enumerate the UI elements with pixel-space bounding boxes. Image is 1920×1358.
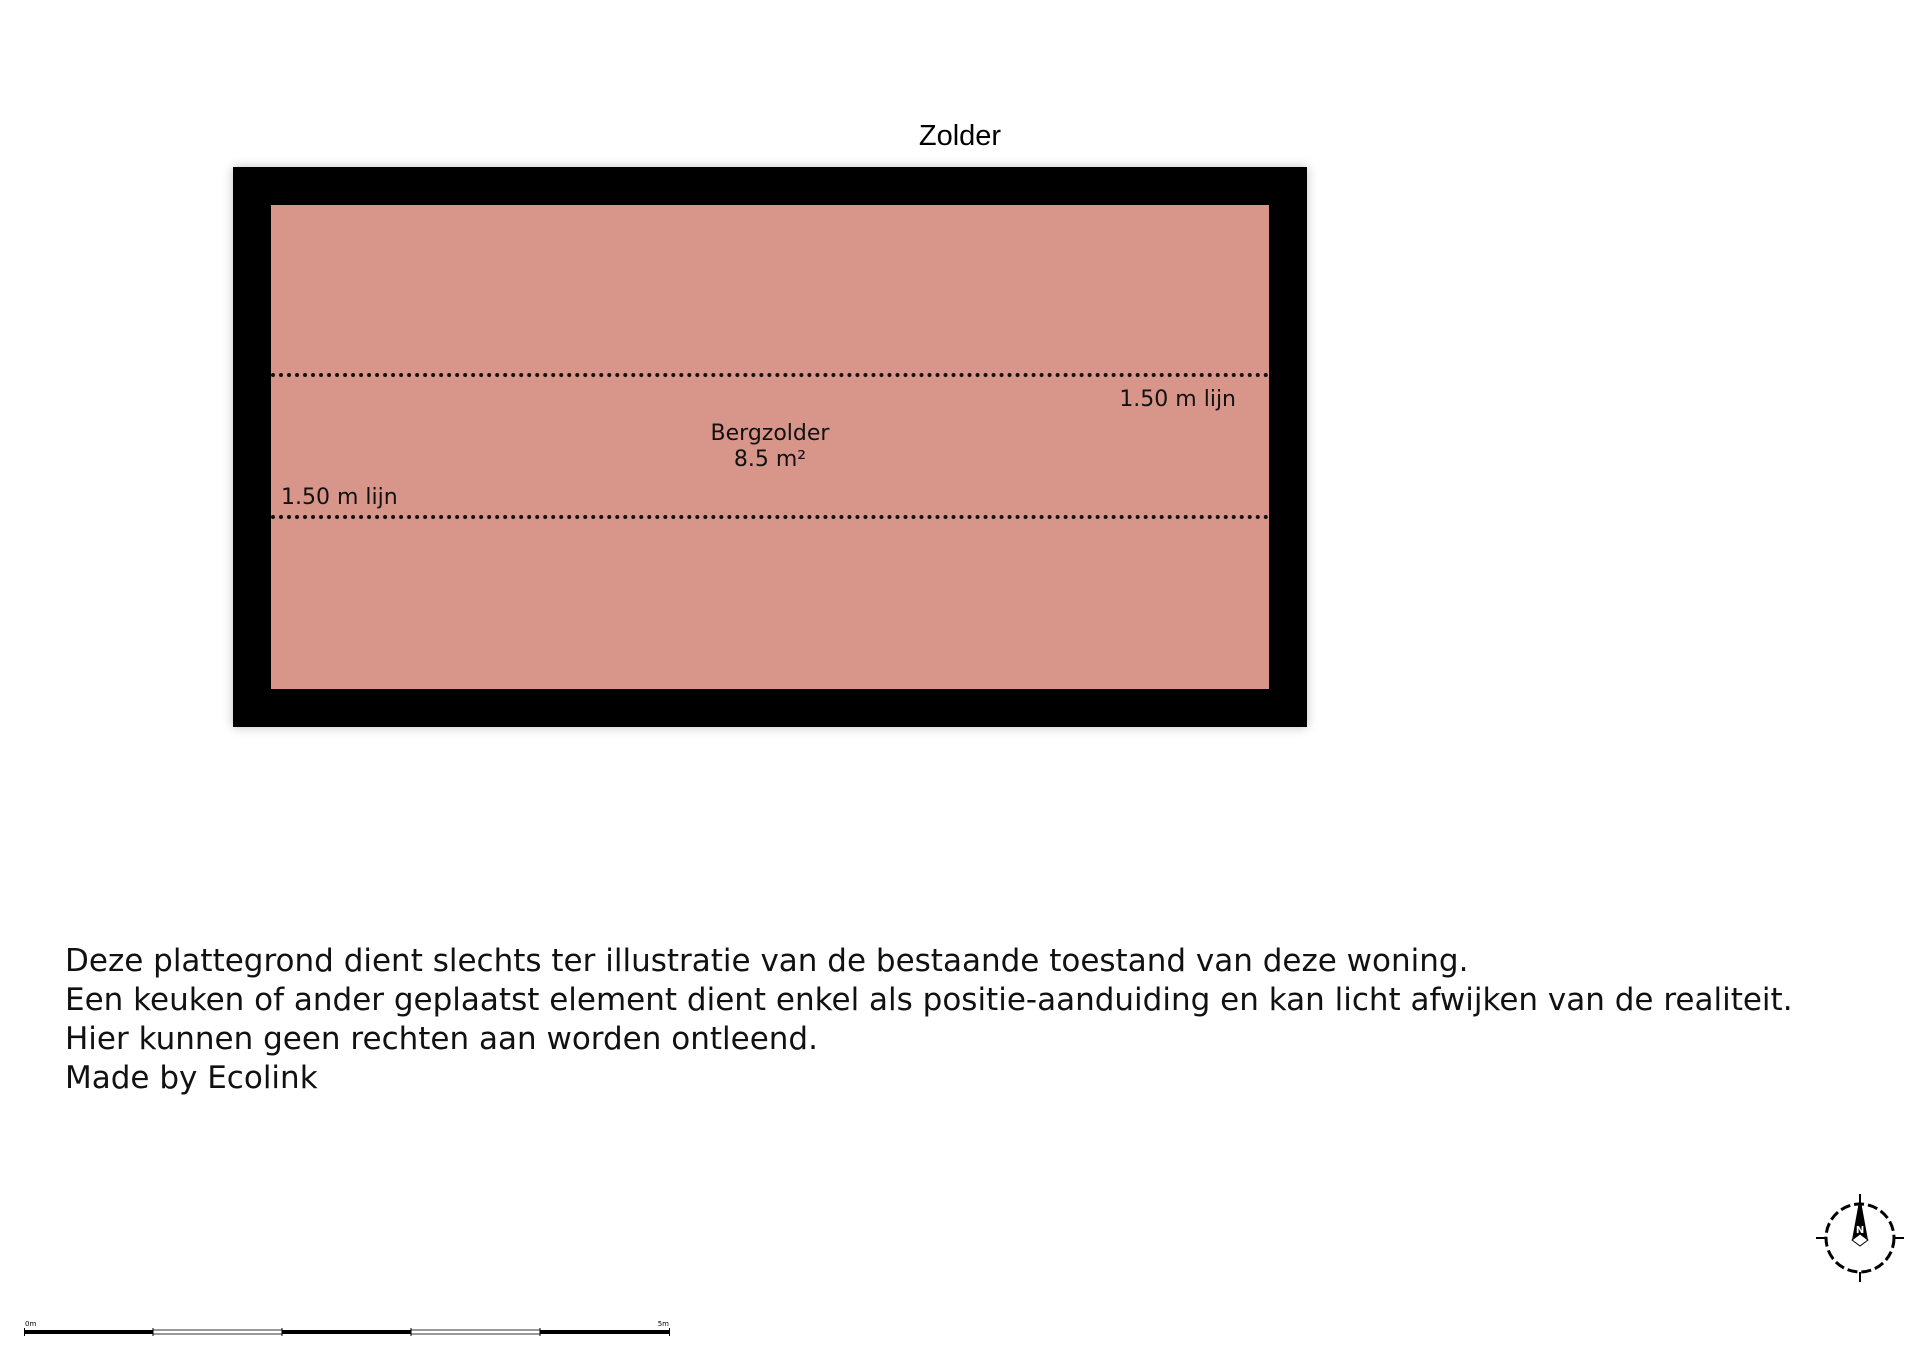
room-name: Bergzolder <box>710 421 830 446</box>
scale-segment-light <box>153 1330 282 1334</box>
room-bergzolder <box>271 205 1269 689</box>
compass-north-label: N <box>1855 1225 1865 1236</box>
height-line-label-bottom: 1.50 m lijn <box>281 485 398 510</box>
credit-line: Made by Ecolink <box>65 1060 318 1096</box>
compass-north-icon <box>1812 1190 1908 1286</box>
room-label <box>670 421 870 473</box>
scale-start-label: 0m <box>25 1320 37 1328</box>
room-area: 8.5 m² <box>733 447 807 472</box>
height-line-bottom <box>271 515 1269 519</box>
disclaimer-line: Een keuken of ander geplaatst element dient enkel als positie-aanduiding en kan licht afwijken van de realiteit. <box>65 982 1793 1018</box>
scale-segment-dark <box>24 1330 153 1334</box>
disclaimer-line: Deze plattegrond dient slechts ter illustratie van de bestaande toestand van deze woning. <box>65 943 1469 979</box>
height-line-top <box>271 373 1269 377</box>
scale-bar <box>24 1318 670 1338</box>
scale-segment-dark <box>282 1330 411 1334</box>
floor-title: Zolder <box>918 120 1002 152</box>
floor-plan-walls <box>233 167 1307 727</box>
height-line-label-top: 1.50 m lijn <box>1119 387 1236 412</box>
scale-end-label: 5m <box>657 1320 669 1328</box>
scale-segment-dark <box>540 1330 669 1334</box>
disclaimer-text <box>65 942 1793 1098</box>
disclaimer-line: Hier kunnen geen rechten aan worden ontleend. <box>65 1021 818 1057</box>
scale-segment-light <box>411 1330 540 1334</box>
